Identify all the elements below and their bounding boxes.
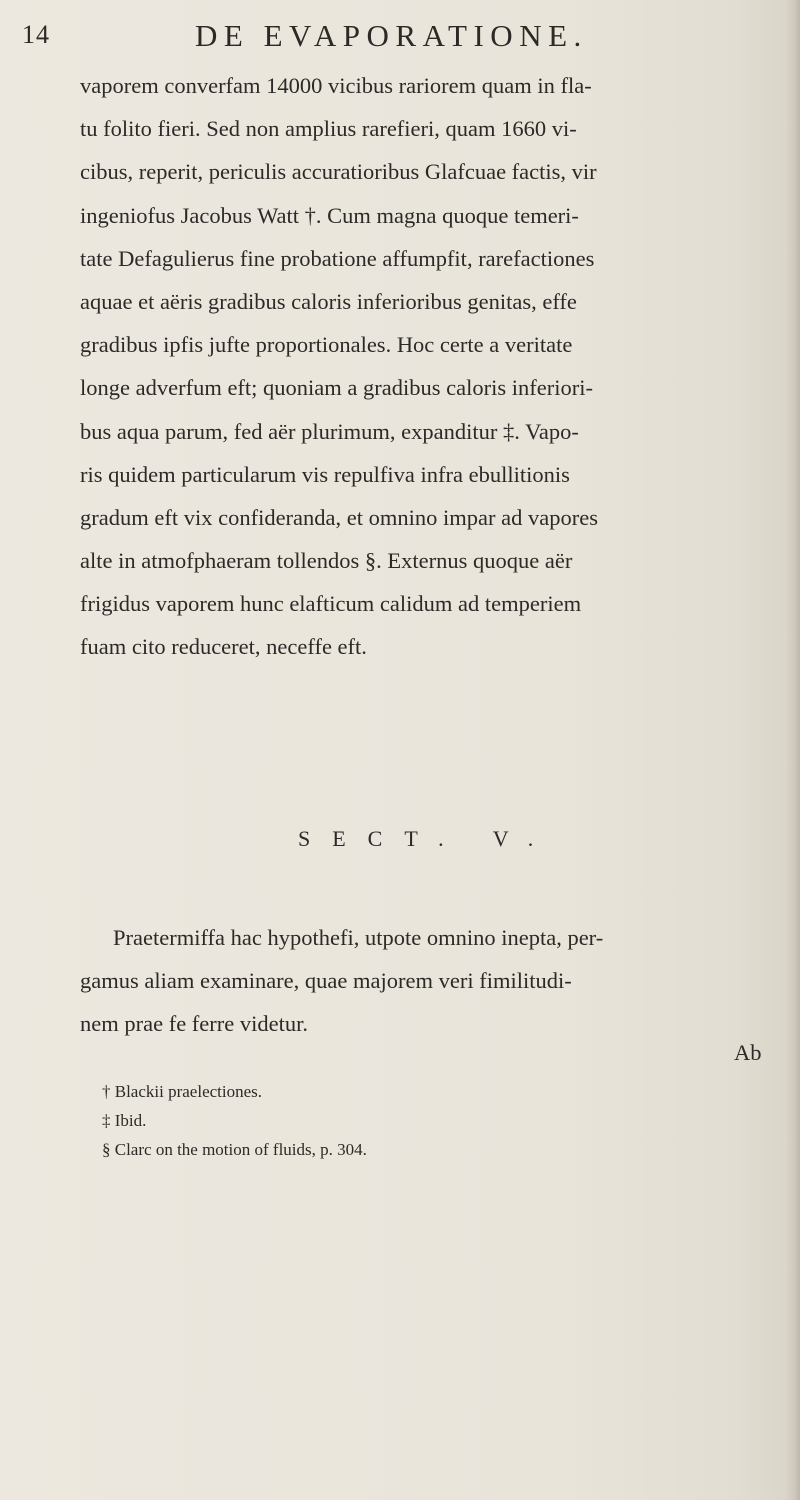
text-line: longe adverfum eft; quoniam a gradibus caloris inferiori- [80, 375, 593, 401]
page-header [22, 18, 782, 64]
text-line: vaporem converfam 14000 vicibus rariorem quam in fla- [80, 73, 592, 98]
text-line: nem prae fe ferre videtur. [80, 1011, 308, 1037]
text-line: gradibus ipfis jufte proportionales. Hoc certe a veritate [80, 332, 573, 358]
text-line: tate Defagulierus fine probatione affumpfit, rarefactiones [80, 245, 595, 271]
text-line: tu folito fieri. Sed non amplius rarefieri, quam 1660 vi- [80, 116, 577, 142]
running-head: DE EVAPORATIONE. [195, 18, 588, 53]
page-number: 14 [22, 20, 50, 49]
footnote: ‡ Ibid. [102, 1111, 147, 1130]
catchword: Ab [734, 1040, 762, 1065]
text-line: fuam cito reduceret, neceffe eft. [80, 634, 367, 660]
text-line: cibus, reperit, periculis accuratioribus Glafcuae factis, vir [80, 159, 597, 185]
text-line: ris quidem particularum vis repulfiva infra ebullitionis [80, 461, 570, 487]
text-line: ingeniofus Jacobus Watt †. Cum magna quoque temeri- [80, 202, 579, 228]
section-heading: SECT. V. [298, 826, 556, 851]
text-line: gamus aliam examinare, quae majorem veri fimilitudi- [80, 968, 572, 994]
footnote: § Clarc on the motion of fluids, p. 304. [102, 1140, 367, 1159]
text-line: bus aqua parum, fed aër plurimum, expanditur ‡. Vapo- [80, 418, 579, 444]
footnote: † Blackii praelectiones. [102, 1082, 263, 1101]
text-line: frigidus vaporem hunc elafticum calidum ad temperiem [80, 591, 582, 617]
footnotes [102, 1077, 702, 1164]
text-line: Praetermiffa hac hypothefi, utpote omnino inepta, per- [113, 925, 604, 950]
text-line: gradum eft vix confideranda, et omnino impar ad vapores [80, 504, 598, 530]
paragraph-1 [80, 64, 790, 669]
paragraph-2 [80, 916, 790, 1046]
text-line: aquae et aëris gradibus caloris inferioribus genitas, effe [80, 288, 577, 314]
text-line: alte in atmofphaeram tollendos §. Externus quoque aër [80, 548, 573, 574]
